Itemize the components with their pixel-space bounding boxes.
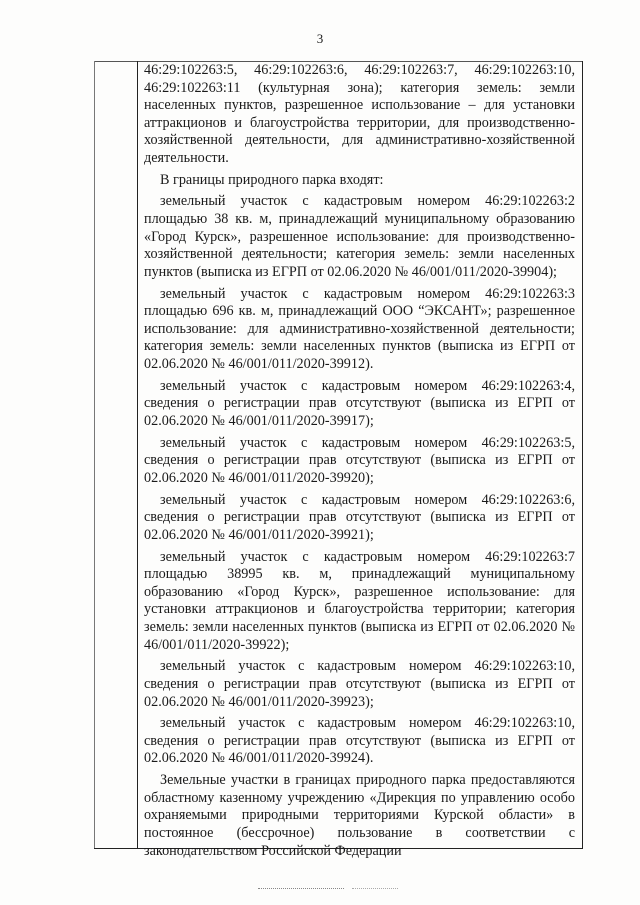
paragraph-parcel-2: земельный участок с кадастровым номером 46:29:102263:2 площадью 38 кв. м, принадлежащий муниципальному образованию «Город Курск», разрешенное использование: для производственно-хозяйственной деятельности; категория земель: земли населенных пунктов (выписка из ЕГРП от 02.06.2020 № 46/001/011/2020-39904); — [144, 193, 575, 280]
table-column-divider — [137, 61, 138, 849]
paragraph-parcel-10b: земельный участок с кадастровым номером 46:29:102263:10, сведения о регистрации прав отсутствуют (выписка из ЕГРП от 02.06.2020 № 46/001/011/2020-39924). — [144, 715, 575, 767]
paragraph-land-provision: Земельные участки в границах природного парка предоставляются областному казенному учреждению «Дирекция по управлению особо охраняемыми природными территориями Курской области» в постоянное (бессрочное) пользование в соответствии с законодательством Российской Федерации — [144, 772, 575, 859]
footer-scan-mark — [258, 888, 344, 890]
paragraph-parcel-4: земельный участок с кадастровым номером 46:29:102263:4, сведения о регистрации прав отсутствуют (выписка из ЕГРП от 02.06.2020 № 46/001/011/2020-39917); — [144, 377, 575, 429]
paragraph-parcel-6: земельный участок с кадастровым номером 46:29:102263:6, сведения о регистрации прав отсутствуют (выписка из ЕГРП от 02.06.2020 № 46/001/011/2020-39921); — [144, 491, 575, 543]
paragraph-parcels-intro: В границы природного парка входят: — [160, 171, 384, 188]
table-content-cell — [144, 62, 575, 864]
paragraph-parcel-5: земельный участок с кадастровым номером 46:29:102263:5, сведения о регистрации прав отсутствуют (выписка из ЕГРП от 02.06.2020 № 46/001/011/2020-39920); — [144, 434, 575, 486]
paragraph-parcel-10a: земельный участок с кадастровым номером 46:29:102263:10, сведения о регистрации прав отсутствуют (выписка из ЕГРП от 02.06.2020 № 46/001/011/2020-39923); — [144, 658, 575, 710]
paragraph-zone-continuation: 46:29:102263:5, 46:29:102263:6, 46:29:102263:7, 46:29:102263:10, 46:29:102263:11 (культурная зона); категория земель: земли населенных пунктов, разрешенное использование – для установки аттракционов и благоустройства территории, для производственно-хозяйственной деятельности, для административно-хозяйственной деятельности. — [144, 62, 575, 166]
paragraph-parcel-3: земельный участок с кадастровым номером 46:29:102263:3 площадью 696 кв. м, принадлежащий ООО “ЭКСАНТ»; разрешенное использование: для административно-хозяйственной деятельности; категория земель: земли населенных пунктов (выписка из ЕГРП от 02.06.2020 № 46/001/011/2020-39912). — [144, 285, 575, 372]
footer-scan-mark-secondary — [352, 888, 398, 890]
page-number: 3 — [316, 31, 324, 46]
paragraph-parcel-7: земельный участок с кадастровым номером 46:29:102263:7 площадью 38995 кв. м, принадлежащий муниципальному образованию «Город Курск», разрешенное использование: для установки аттракционов и благоустройства территории; категория земель: земли населенных пунктов (выписка из ЕГРП от 02.06.2020 № 46/001/011/2020-39922); — [144, 548, 575, 653]
